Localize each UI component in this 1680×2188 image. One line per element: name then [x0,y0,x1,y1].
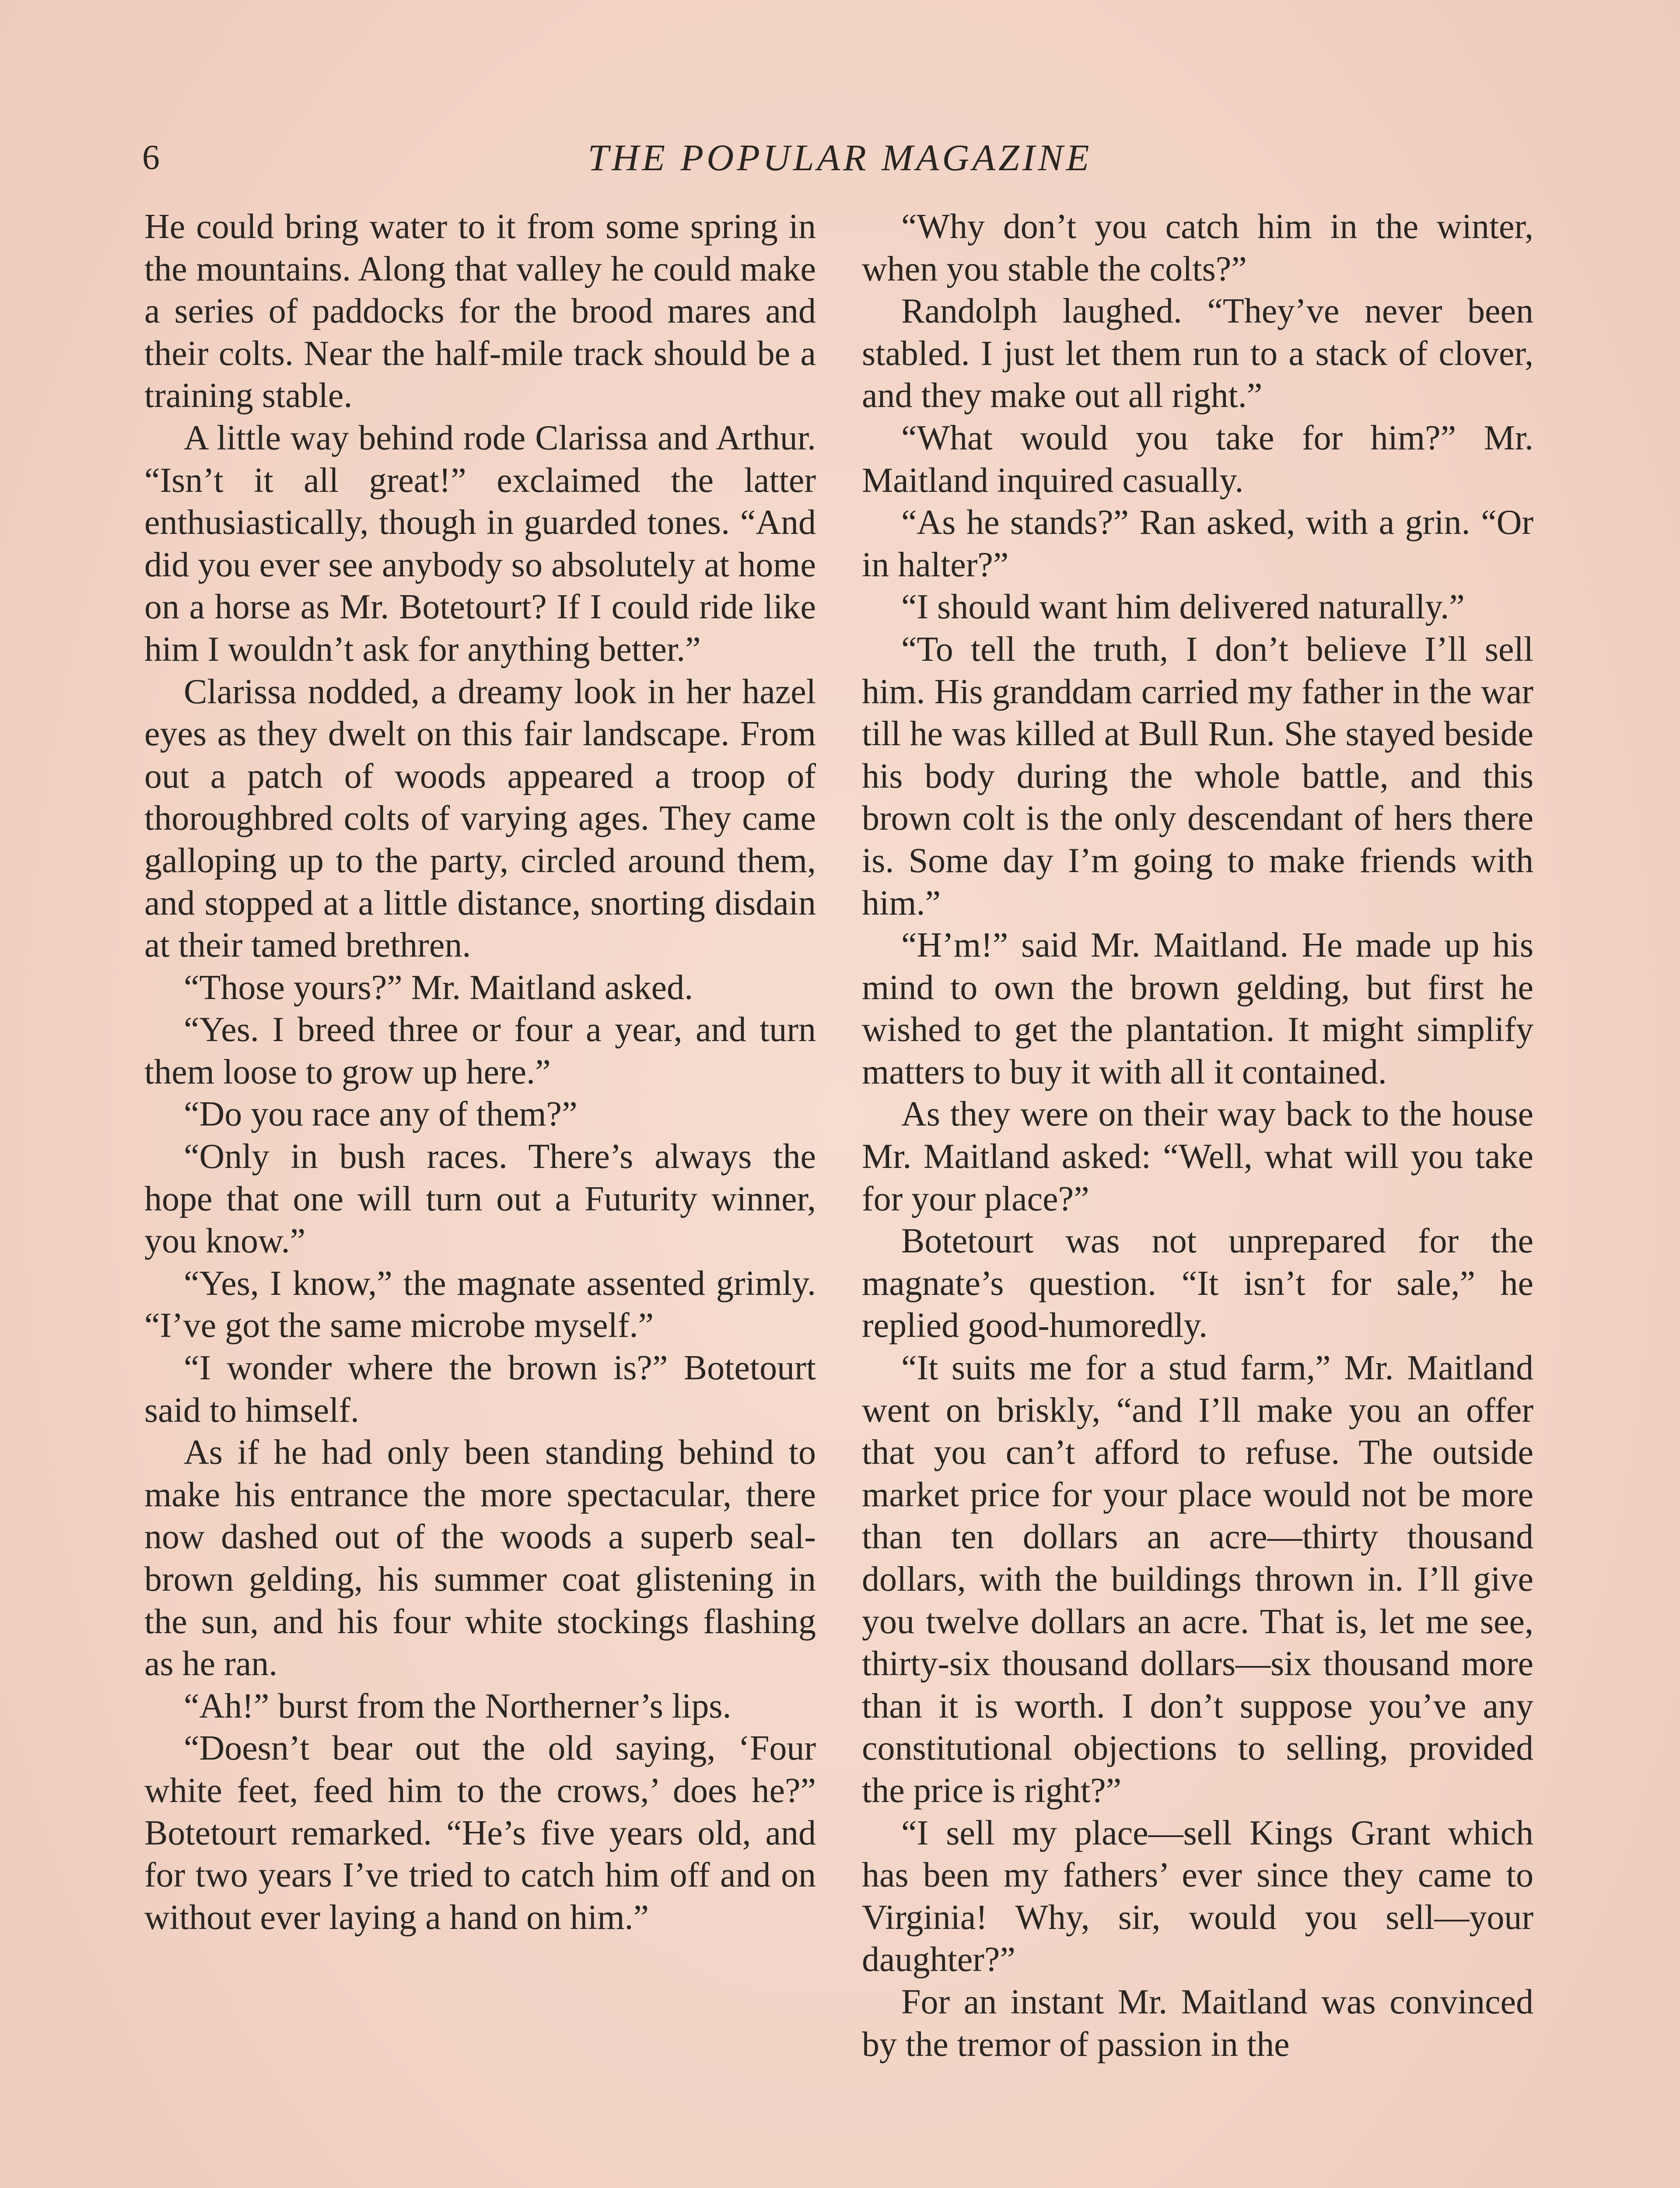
paragraph: Botetourt was not unprepared for the magnate’s question. “It isn’t for sale,” he replied good-humoredly. [862,1222,1533,1345]
paragraph: Randolph laughed. “They’ve never been stabled. I just let them run to a stack of clover, and they make out all right.” [862,292,1533,415]
running-title: THE POPULAR MAGAZINE [588,137,1092,179]
paragraph: He could bring water to it from some spring in the mountains. Along that valley he could make a series of paddocks for the brood mares and their colts. Near the half-mile track should be a training stable. [144,207,816,415]
paragraph: For an instant Mr. Maitland was convinced by the tremor of passion in the [862,1982,1533,2064]
paragraph: “H’m!” said Mr. Maitland. He made up his mind to own the brown gelding, but first he wished to get the plantation. It might simplify matters to buy it with all it contained. [862,926,1533,1091]
paragraph: “What would you take for him?” Mr. Maitland inquired casually. [862,418,1533,500]
paragraph: “I wonder where the brown is?” Botetourt said to himself. [144,1349,816,1430]
paragraph: “Ah!” burst from the Northerner’s lips. [184,1687,732,1725]
paragraph: “It suits me for a stud farm,” Mr. Maitland went on briskly, “and I’ll make you an offer that you can’t afford to refuse. The outside market price for your place would not be more than ten dollars an acre—thirty thousand dollars, with the buildings thrown in. I’ll give you twelve dollars an acre. That is, let me see, thirty-six thousand dollars—six thousand more than it is worth. I don’t suppose you’ve any constitutional objections to selling, provided the price is right?” [862,1349,1533,1810]
paragraph: “Yes. I breed three or four a year, and turn them loose to grow up here.” [144,1010,816,1091]
paragraph: As if he had only been standing behind to make his entrance the more spectacular, there now dashed out of the woods a superb seal-brown gelding, his summer coat glistening in the sun, and his four white stockings flashing as he ran. [144,1433,816,1683]
paragraph: “As he stands?” Ran asked, with a grin. “Or in halter?” [862,503,1533,584]
paragraph: As they were on their way back to the house Mr. Maitland asked: “Well, what will you take for your place?” [862,1095,1533,1218]
paragraph: A little way behind rode Clarissa and Arthur. “Isn’t it all great!” exclaimed the latter enthusiastically, though in guarded tones. “And did you ever see anybody so absolutely at home on a horse as Mr. Botetourt? If I could ride like him I wouldn’t ask for anything better.” [144,418,816,669]
paragraph: “Doesn’t bear out the old saying, ‘Four white feet, feed him to the crows,’ does he?” Botetourt remarked. “He’s five years old, and for two years I’ve tried to catch him off and on without ever laying a hand on him.” [144,1729,816,1937]
left-text-column [144,206,816,1939]
right-text-column [862,206,1533,2065]
paragraph: “To tell the truth, I don’t believe I’ll sell him. His granddam carried my father in the war till he was killed at Bull Run. She stayed beside his body during the whole battle, and this brown colt is the only descendant of hers there is. Some day I’m going to make friends with him.” [862,630,1533,922]
paragraph: “Yes, I know,” the magnate assented grimly. “I’ve got the same microbe myself.” [144,1264,816,1345]
paragraph: Clarissa nodded, a dreamy look in her hazel eyes as they dwelt on this fair landscape. From out a patch of woods appeared a troop of thoroughbred colts of varying ages. They came galloping up to the party, circled around them, and stopped at a little distance, snorting disdain at their tamed brethren. [144,672,816,965]
paragraph: “I sell my place—sell Kings Grant which has been my fathers’ ever since they came to Virginia! Why, sir, would you sell—your daughter?” [862,1813,1533,1979]
paragraph: “Those yours?” Mr. Maitland asked. [184,968,693,1007]
paragraph: “I should want him delivered naturally.” [901,588,1465,627]
page-header [142,131,1538,184]
paragraph: “Only in bush races. There’s always the hope that one will turn out a Futurity winner, you know.” [144,1137,816,1261]
paragraph: “Why don’t you catch him in the winter, when you stable the colts?” [862,207,1533,288]
page-number: 6 [142,138,160,177]
paragraph: “Do you race any of them?” [184,1095,578,1134]
